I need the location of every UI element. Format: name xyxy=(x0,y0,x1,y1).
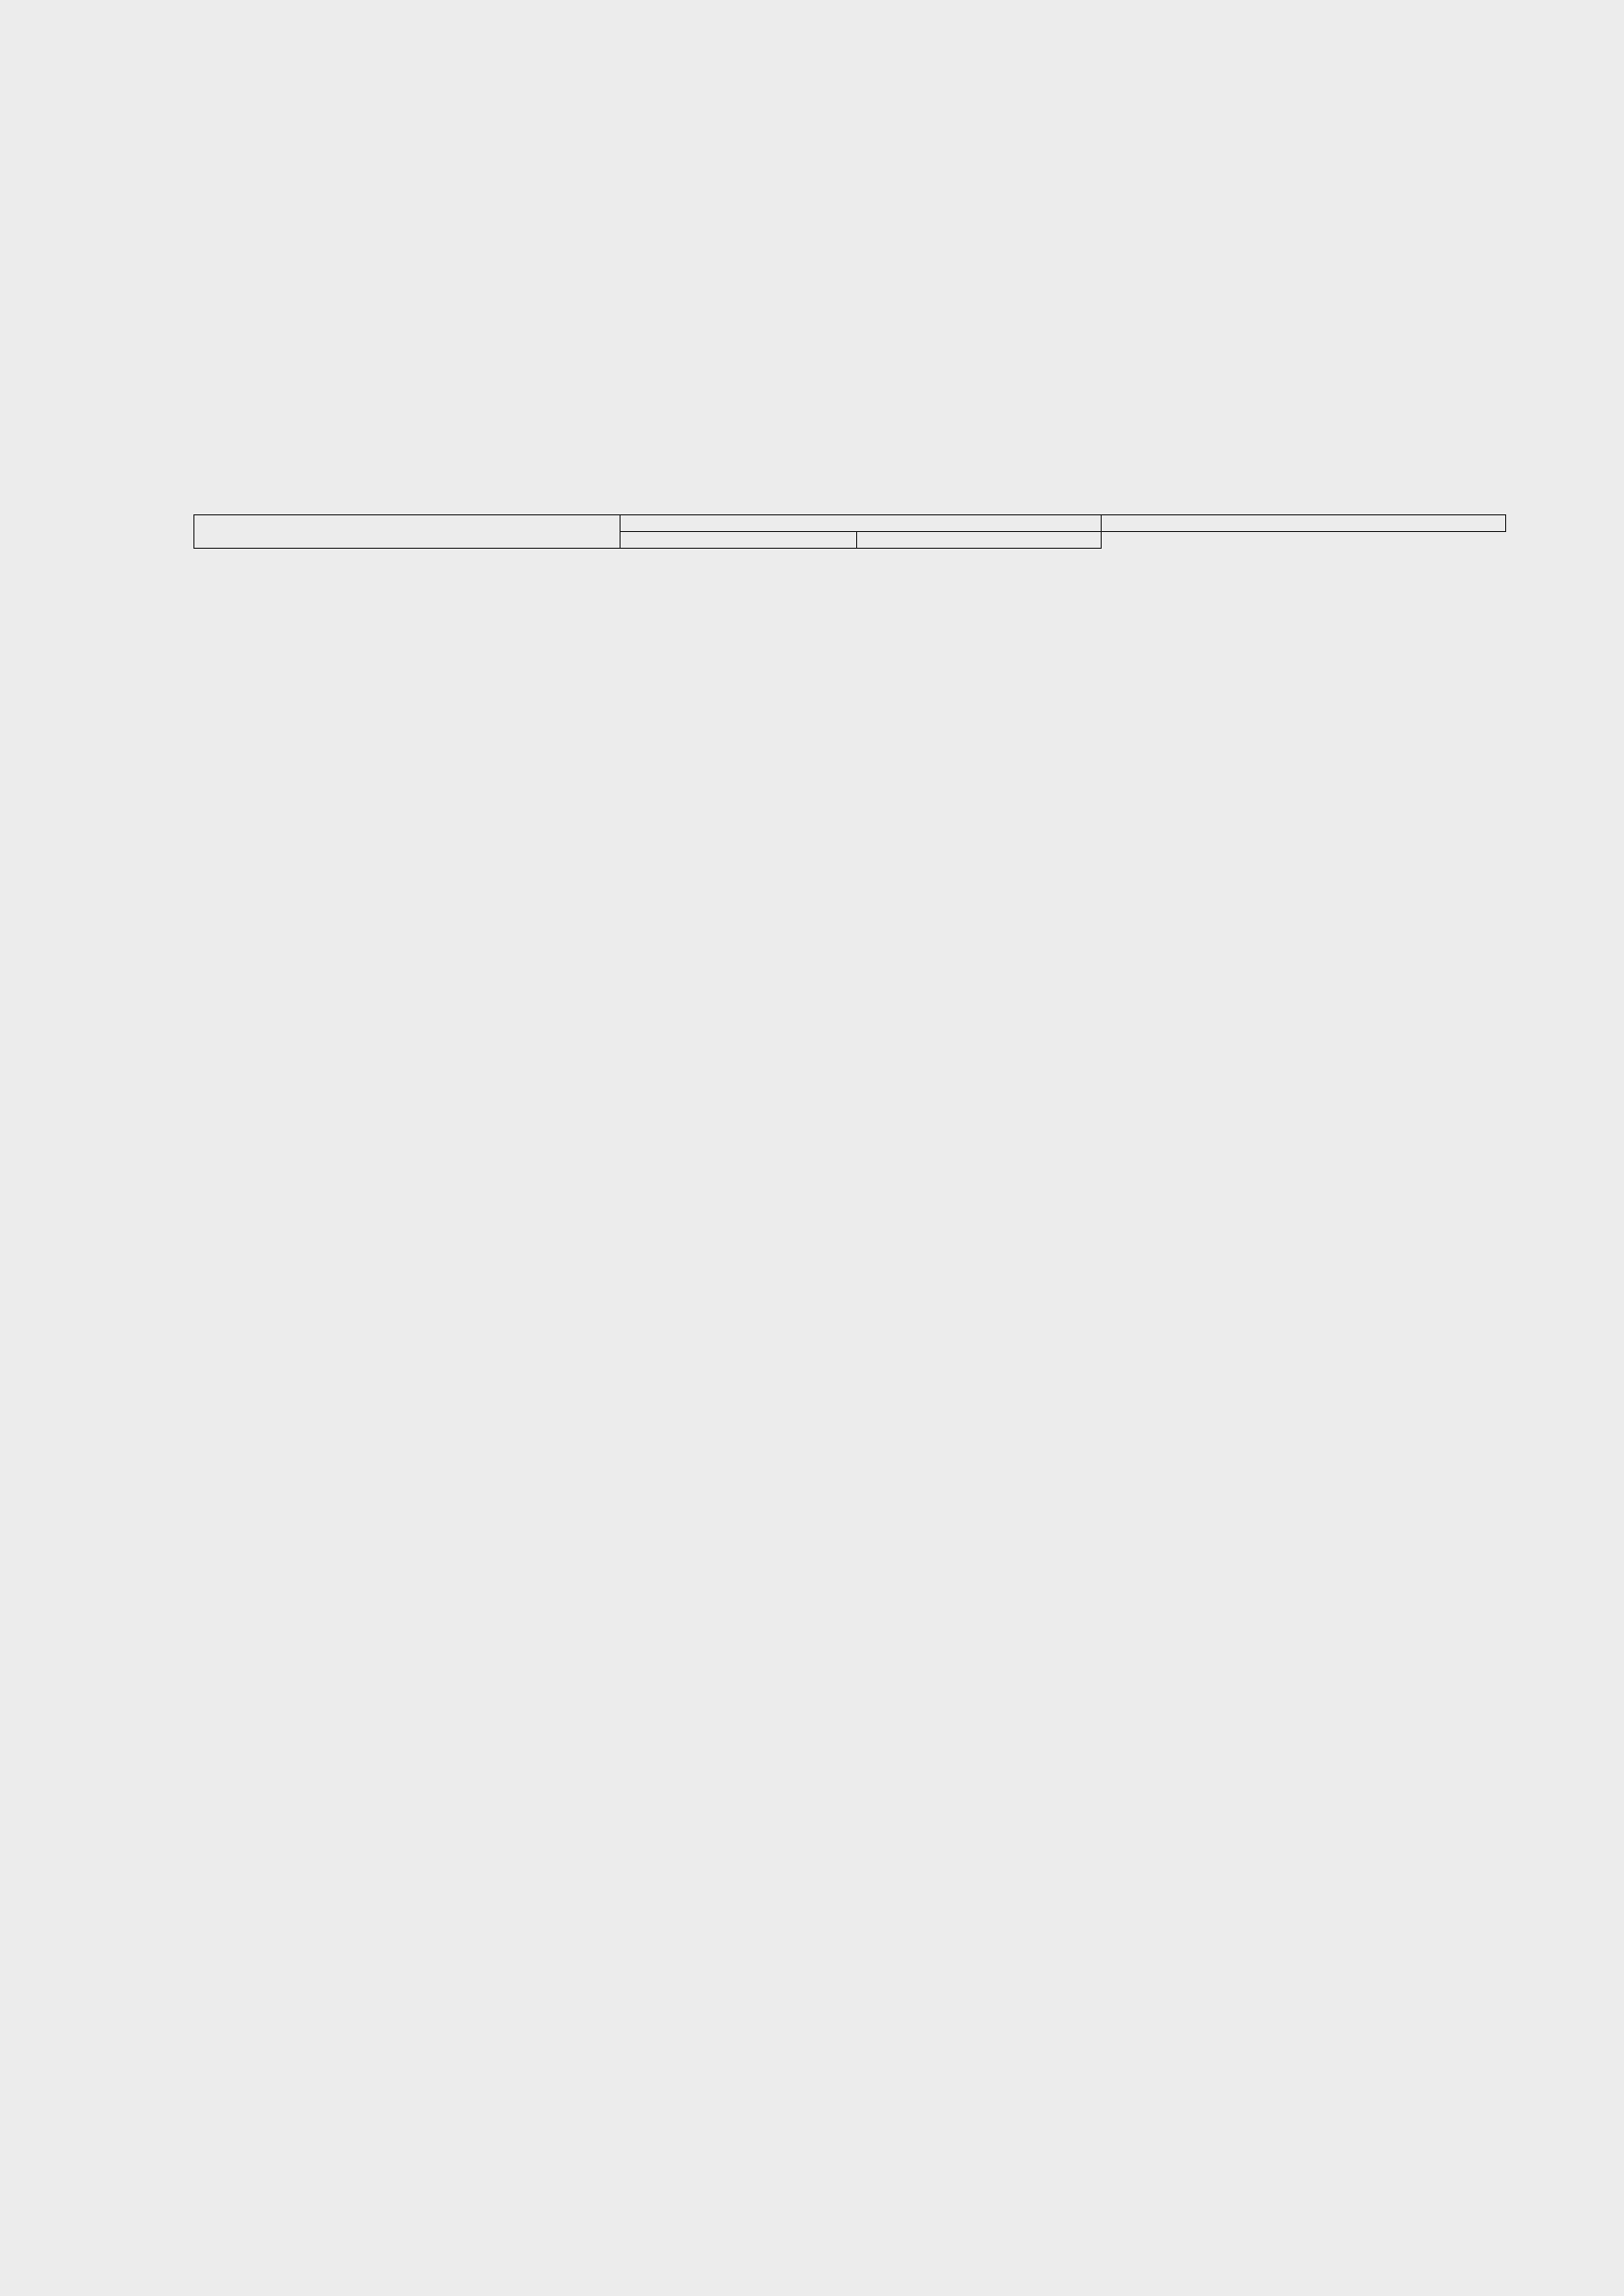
subsection-heading-12-2 xyxy=(263,397,1506,430)
page-content xyxy=(193,226,1506,549)
subsection-heading-12-1 xyxy=(263,324,1506,357)
header-tech-requirements xyxy=(621,532,857,549)
header-samples-group xyxy=(1102,515,1506,532)
header-test-method xyxy=(857,532,1102,549)
header-clause-group xyxy=(621,515,1102,532)
header-test-name xyxy=(194,515,621,549)
test-program-table xyxy=(193,514,1506,549)
section-heading xyxy=(263,263,1506,302)
table-caption xyxy=(193,473,1506,503)
